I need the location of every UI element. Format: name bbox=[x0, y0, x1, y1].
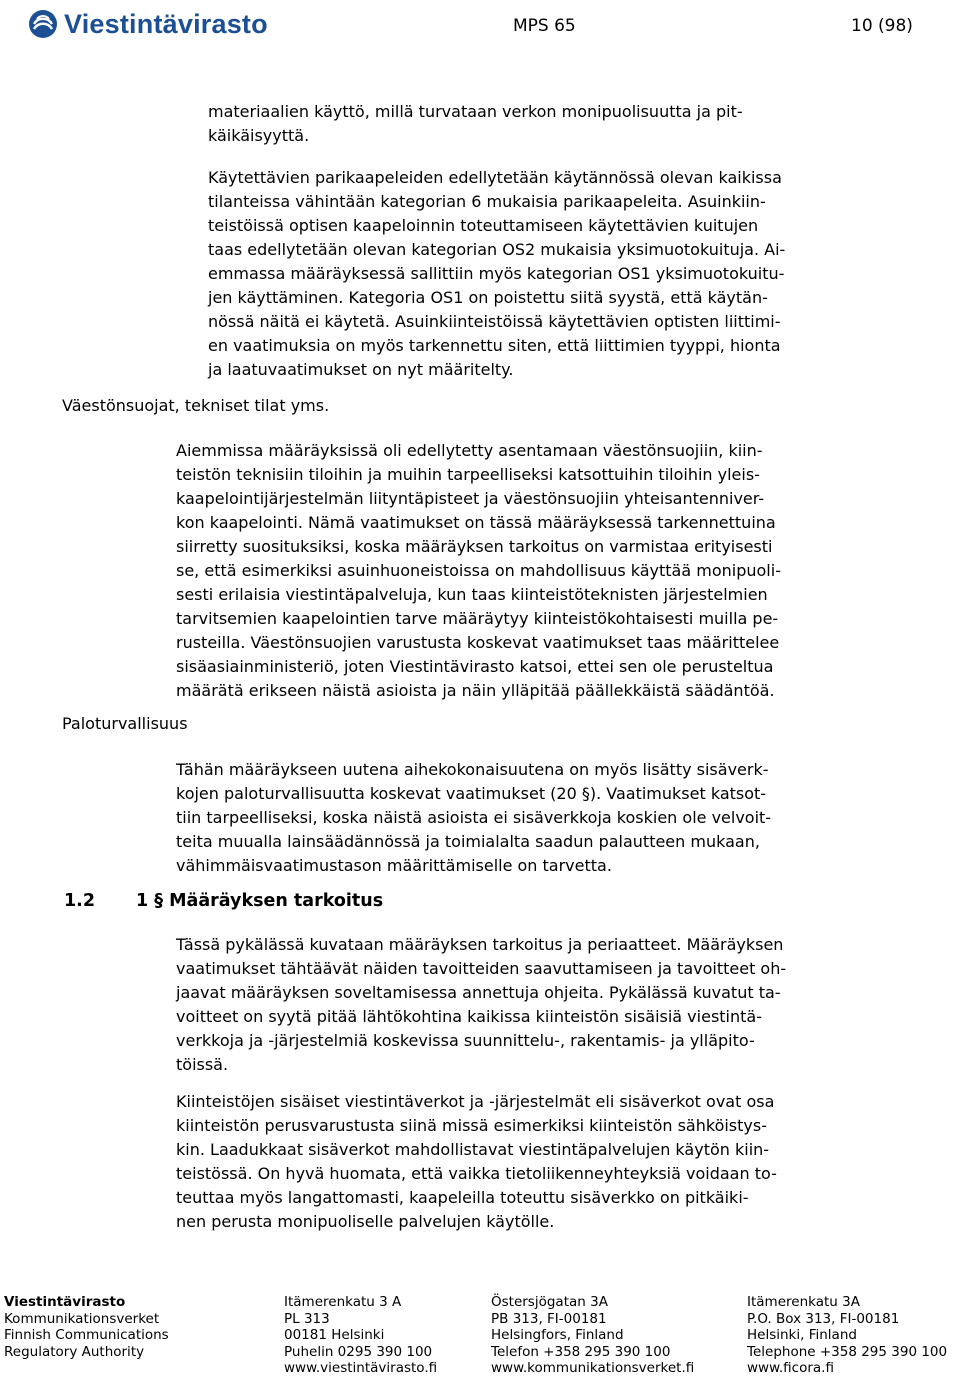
text-line: kin. Laadukkaat sisäverkot mahdollistavat viestintäpalvelujen käytön kiin- bbox=[176, 1140, 770, 1159]
text-line: Aiemmissa määräyksissä oli edellytetty asentamaan väestönsuojiin, kiin- bbox=[176, 441, 763, 460]
footer-line: Puhelin 0295 390 100 bbox=[284, 1343, 433, 1360]
text-line: emmassa määräyksessä sallittiin myös kategorian OS1 yksimuotokuitu- bbox=[208, 264, 785, 283]
footer-line: Helsinki, Finland bbox=[747, 1327, 857, 1343]
text-line: vähimmäisvaatimustason määrittämiselle on tarvetta. bbox=[176, 856, 612, 875]
text-line: sesti erilaisia viestintäpalveluja, kun taas kiinteistöteknisten järjestelmien bbox=[176, 585, 768, 604]
section-heading bbox=[64, 891, 383, 911]
text-line: voitteet on syytä pitää lähtökohtina kaikissa kiinteistön sisäisiä viestintä- bbox=[176, 1007, 762, 1026]
logo-text: Viestintävirasto bbox=[64, 8, 268, 39]
footer-line: Helsingfors, Finland bbox=[491, 1327, 624, 1343]
text-line: rusteilla. Väestönsuojien varustusta koskevat vaatimukset taas määrittelee bbox=[176, 633, 780, 652]
text-line: jen käyttäminen. Kategoria OS1 on poistettu siitä syystä, että käytän- bbox=[208, 288, 768, 307]
text-line: taas edellytetään olevan kategorian OS2 mukaisia yksimuotokuituja. Ai- bbox=[208, 240, 786, 259]
footer-line: Finnish Communications bbox=[4, 1327, 169, 1343]
footer-swedish-address bbox=[491, 1294, 694, 1377]
text-line: verkkoja ja -järjestelmiä koskevissa suunnittelu-, rakentamis- ja ylläpito- bbox=[176, 1031, 755, 1050]
footer-link[interactable]: www.ficora.fi bbox=[747, 1360, 834, 1376]
text-line: Tähän määräykseen uutena aihekokonaisuutena on myös lisätty sisäverk- bbox=[176, 760, 769, 779]
paragraph-6 bbox=[176, 1090, 777, 1234]
footer-line: Telefon +358 295 390 100 bbox=[491, 1343, 671, 1360]
text-line: jaavat määräyksen soveltamisessa annettuja ohjeita. Pykälässä kuvatut ta- bbox=[176, 983, 781, 1002]
text-line: kiinteistön perusvarustusta siinä missä esimerkiksi kiinteistön sähköistys- bbox=[176, 1116, 767, 1135]
text-line: en vaatimuksia on myös tarkennettu siten, että liittimien tyyppi, hionta bbox=[208, 336, 781, 355]
text-line: tarvitsemien kaapelointien tarve määräytyy kiinteistökohtaisesti muilla pe- bbox=[176, 609, 779, 628]
text-line: se, että esimerkiksi asuinhuoneistoissa on mahdollisuus käyttää monipuoli- bbox=[176, 561, 781, 580]
text-line: Tässä pykälässä kuvataan määräyksen tarkoitus ja periaatteet. Määräyksen bbox=[176, 935, 784, 954]
footer-line: Telephone +358 295 390 100 bbox=[747, 1343, 948, 1360]
footer-line: PB 313, FI-00181 bbox=[491, 1310, 607, 1327]
footer-agency-names bbox=[4, 1294, 169, 1360]
footer-line: Kommunikationsverket bbox=[4, 1310, 160, 1327]
footer-line: PL 313 bbox=[284, 1310, 330, 1327]
paragraph-4 bbox=[176, 758, 771, 878]
paragraph-3 bbox=[176, 439, 781, 703]
agency-logo bbox=[28, 6, 268, 42]
section-number: 1.2 bbox=[64, 891, 96, 911]
footer-finnish-address bbox=[284, 1294, 437, 1377]
footer-english-address bbox=[747, 1294, 947, 1377]
agency-emblem-icon bbox=[28, 9, 58, 39]
footer-line: Östersjögatan 3A bbox=[491, 1294, 608, 1310]
text-line: teistöissä optisen kaapeloinnin toteuttamiseen käytettävien kuitujen bbox=[208, 216, 759, 235]
text-line: töissä. bbox=[176, 1055, 229, 1074]
text-line: kojen paloturvallisuutta koskevat vaatimukset (20 §). Vaatimukset katsot- bbox=[176, 784, 767, 803]
document-id: MPS 65 bbox=[513, 16, 576, 36]
text-line: kaapelointijärjestelmän liityntäpisteet ja väestönsuojiin yhteisantenniver- bbox=[176, 489, 765, 508]
footer-line: P.O. Box 313, FI-00181 bbox=[747, 1310, 900, 1327]
text-line: Kiinteistöjen sisäiset viestintäverkot ja -järjestelmät eli sisäverkot ovat osa bbox=[176, 1092, 775, 1111]
footer-line: Viestintävirasto bbox=[4, 1294, 126, 1310]
footer-line: 00181 Helsinki bbox=[284, 1327, 385, 1343]
text-line: tilanteissa vähintään kategorian 6 mukaisia parikaapeleita. Asuinkiin- bbox=[208, 192, 766, 211]
page-number: 10 (98) bbox=[851, 16, 913, 36]
text-line: teita muualla lainsäädännössä ja toimialalta saadun palautteen mukaan, bbox=[176, 832, 760, 851]
footer-line: Regulatory Authority bbox=[4, 1343, 145, 1360]
section-title: 1 § Määräyksen tarkoitus bbox=[136, 891, 384, 911]
text-line: teistössä. On hyvä huomata, että vaikka tietoliikenneyhteyksiä voidaan to- bbox=[176, 1164, 777, 1183]
paragraph-2 bbox=[208, 166, 785, 382]
text-line: käikäisyyttä. bbox=[208, 126, 310, 145]
text-line: ja laatuvaatimukset on nyt määritelty. bbox=[208, 360, 514, 379]
text-line: vaatimukset tähtäävät näiden tavoitteiden saavuttamiseen ja tavoitteet oh- bbox=[176, 959, 787, 978]
footer-link[interactable]: www.kommunikationsverket.fi bbox=[491, 1360, 695, 1376]
footer-link[interactable]: www.viestintävirasto.fi bbox=[284, 1360, 438, 1376]
text-line: sisäasiainministeriö, joten Viestintävirasto katsoi, ettei sen ole perusteltua bbox=[176, 657, 774, 676]
text-line: nen perusta monipuoliselle palvelujen käytölle. bbox=[176, 1212, 555, 1231]
footer-line: Itämerenkatu 3 A bbox=[284, 1294, 402, 1310]
text-line: teistön teknisiin tiloihin ja muihin tarpeelliseksi katsottuihin tiloihin yleis- bbox=[176, 465, 760, 484]
text-line: kon kaapelointi. Nämä vaatimukset on tässä määräyksessä tarkennettuina bbox=[176, 513, 776, 532]
footer-line: Itämerenkatu 3A bbox=[747, 1294, 860, 1310]
text-line: tiin tarpeelliseksi, koska näistä asioista ei sisäverkkoja koskien ole velvoit- bbox=[176, 808, 772, 827]
side-heading-shelters: Väestönsuojat, tekniset tilat yms. bbox=[62, 396, 330, 415]
paragraph-5 bbox=[176, 933, 786, 1077]
text-line: siirretty suosituksiksi, koska määräyksen tarkoitus on varmistaa erityisesti bbox=[176, 537, 773, 556]
text-line: määrätä erikseen näistä asioista ja näin ylläpitää päällekkäistä säädäntöä. bbox=[176, 681, 775, 700]
text-line: nössä näitä ei käytetä. Asuinkiinteistöissä käytettävien optisten liittimi- bbox=[208, 312, 781, 331]
text-line: teuttaa myös langattomasti, kaapeleilla toteuttu sisäverkko on pitkäiki- bbox=[176, 1188, 749, 1207]
text-line: materiaalien käyttö, millä turvataan verkon monipuolisuutta ja pit- bbox=[208, 102, 743, 121]
side-heading-fire-safety: Paloturvallisuus bbox=[62, 714, 188, 733]
text-line: Käytettävien parikaapeleiden edellytetään käytännössä olevan kaikissa bbox=[208, 168, 782, 187]
paragraph-1 bbox=[208, 100, 743, 148]
